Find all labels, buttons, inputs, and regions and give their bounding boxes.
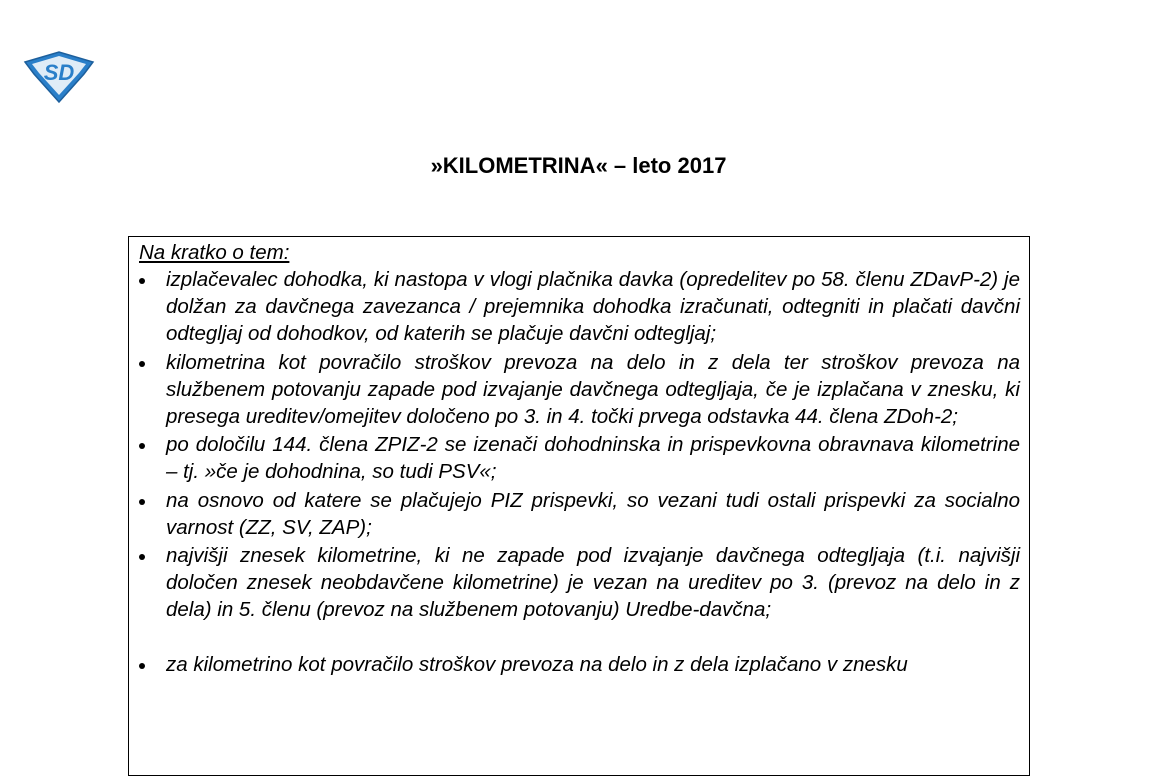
logo-lettering: SD xyxy=(43,60,75,85)
company-logo xyxy=(22,50,96,104)
bullet-list xyxy=(129,266,1029,679)
page-title: »KILOMETRINA« – leto 2017 xyxy=(430,153,727,178)
summary-box xyxy=(128,236,1030,776)
bullet-item xyxy=(129,266,1029,348)
bullet-dot-icon xyxy=(139,499,145,505)
bullet-item xyxy=(129,542,1029,624)
bullet-item xyxy=(129,349,1029,431)
bullet-dot-icon xyxy=(139,278,145,284)
bullet-text: na osnovo od katere se plačujejo PIZ prispevki, so vezani tudi ostali prispevki za socialno varnost (ZZ, SV, ZAP); xyxy=(166,488,1020,539)
bullet-dot-icon xyxy=(139,663,145,669)
bullet-item xyxy=(129,651,1029,678)
box-heading: Na kratko o tem: xyxy=(139,241,290,264)
bullet-dot-icon xyxy=(139,443,145,449)
bullet-text: kilometrina kot povračilo stroškov prevoza na delo in z dela ter stroškov prevoza na službenem potovanju zapade pod izvajanje davčnega odtegljaja, če je izplačana v znesku, ki presega ureditev/omejitev določeno po 3. in 4. točki prvega odstavka 44. člena ZDoh-2; xyxy=(166,350,1020,429)
bullet-item xyxy=(129,431,1029,485)
bullet-dot-icon xyxy=(139,554,145,560)
bullet-text: izplačevalec dohodka, ki nastopa v vlogi plačnika davka (opredelitev po 58. členu ZDavP-2) je dolžan za davčnega zavezanca / prejemnika dohodka izračunati, odtegniti in plačati davčni odtegljaj od dohodkov, od katerih se plačuje davčni odtegljaj; xyxy=(166,268,1020,346)
bullet-dot-icon xyxy=(139,361,145,367)
bullet-text: najvišji znesek kilometrine, ki ne zapade pod izvajanje davčnega odtegljaja (t.i. najvišji določen znesek neobdavčene kilometrine) je vezan na ureditev po 3. (prevoz na delo in z dela) in 5. členu (prevoz na službenem potovanju) Uredbe-davčna; xyxy=(166,544,1020,622)
bullet-item xyxy=(129,487,1029,541)
bullet-text: po določilu 144. člena ZPIZ-2 se izenači dohodninska in prispevkovna obravnava kilometrine – tj. »če je dohodnina, so tudi PSV«; xyxy=(166,433,1020,484)
bullet-text: za kilometrino kot povračilo stroškov prevoza na delo in z dela izplačano v znesku xyxy=(166,652,908,676)
